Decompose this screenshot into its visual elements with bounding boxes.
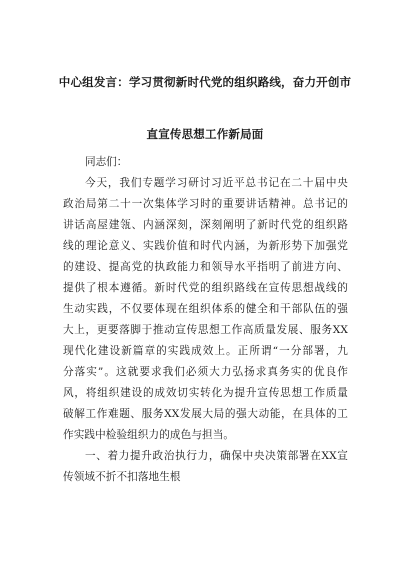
paragraph-line: 破解工作难题、服务XX发展大局的强大动能，在具体的工 [63, 408, 348, 420]
section-heading-line: 一、着力提升政治执行力，确保中央决策部署在XX宣 [85, 450, 348, 462]
document-title-line-2: 直宣传思想工作新局面 [146, 127, 264, 141]
paragraph-line: 大上，更要落脚于推动宣传思想工作高质量发展、服务XX [63, 324, 348, 336]
paragraph-line: 今天，我们专题学习研讨习近平总书记在二十届中央 [85, 177, 348, 189]
paragraph-line: 讲话高屋建瓴、内涵深刻，深刻阐明了新时代党的组织路 [63, 219, 348, 231]
paragraph-line: 提供了根本遵循。新时代党的组织路线在宣传思想战线的 [63, 282, 348, 294]
paragraph-line: 作实践中检验组织力的成色与担当。 [63, 429, 235, 441]
paragraph-line: 线的理论意义、实践价值和时代内涵，为新形势下加强党 [63, 240, 348, 252]
paragraph-line: 的建设、提高党的执政能力和领导水平指明了前进方向、 [63, 261, 348, 273]
paragraph-line: 现代化建设新篇章的实践成效上。正所谓“一分部署，九 [63, 345, 348, 357]
paragraph-line: 生动实践，不仅要体现在组织体系的健全和干部队伍的强 [63, 303, 348, 315]
paragraph-line: 风，将组织建设的成效切实转化为提升宣传思想工作质量 [63, 387, 348, 399]
paragraph-line: 政治局第二十一次集体学习时的重要讲话精神。总书记的 [63, 198, 348, 210]
salutation: 同志们： [85, 156, 128, 168]
paragraph-line: 分落实”。这就要求我们必须大力弘扬求真务实的优良作 [63, 366, 348, 378]
section-heading-line: 传领域不折不扣落地生根 [63, 471, 181, 483]
document-title-line-1: 中心组发言：学习贯彻新时代党的组织路线，奋力开创市 [58, 75, 352, 89]
